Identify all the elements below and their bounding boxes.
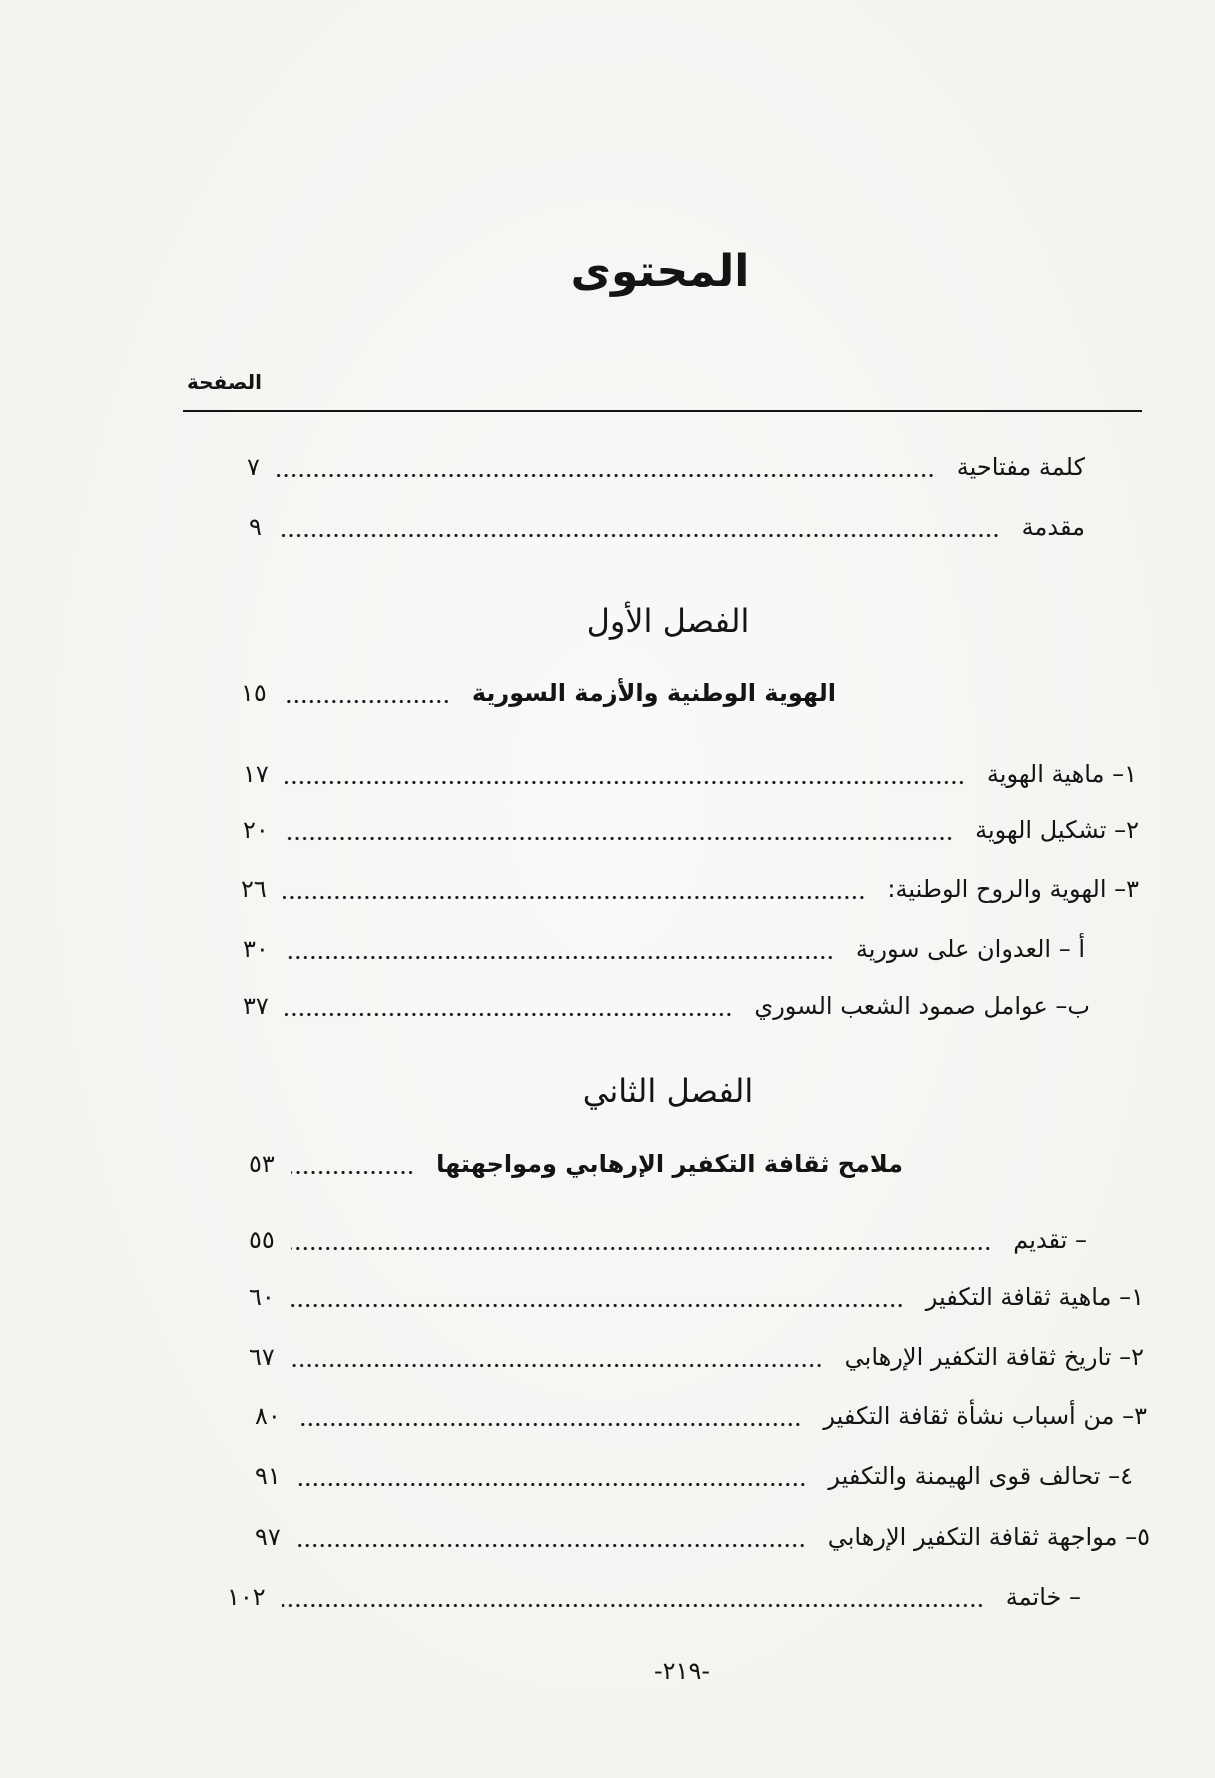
- dot-leader: [278, 533, 1000, 538]
- toc-entry-page-number: ٩٧: [255, 1523, 281, 1551]
- dot-leader: [283, 699, 450, 704]
- toc-entry-row: [255, 1520, 1150, 1554]
- toc-entry-page-number: ١٧: [243, 760, 269, 788]
- toc-entry-label: كلمة مفتاحية: [956, 453, 1085, 481]
- chapter-title-label: ملامح ثقافة التكفير الإرهابي ومواجهتها: [436, 1150, 903, 1178]
- toc-entry-page-number: ٩١: [255, 1462, 281, 1490]
- toc-entry-page-number: ٩: [249, 513, 262, 541]
- toc-entry-label: ١– ماهية الهوية: [986, 760, 1137, 788]
- footer-page-number: -٢١٩-: [653, 1657, 710, 1685]
- toc-entry-page-number: ٢٦: [241, 875, 267, 903]
- dot-leader: [285, 955, 834, 960]
- toc-entry-row: [255, 1459, 1133, 1493]
- toc-subentry-row: [243, 989, 1090, 1023]
- toc-entry-label: – خاتمة: [1005, 1583, 1081, 1611]
- toc-entry-row: [249, 510, 1085, 544]
- dot-leader: [291, 1170, 414, 1175]
- toc-entry-row: [249, 1280, 1144, 1314]
- page-column-label: الصفحة: [187, 370, 263, 394]
- dot-leader: [282, 1603, 984, 1608]
- dot-leader: [291, 1303, 904, 1308]
- header-divider: [183, 410, 1142, 412]
- toc-entry-label: أ – العدوان على سورية: [855, 935, 1085, 963]
- dot-leader: [285, 1012, 733, 1017]
- dot-leader: [285, 780, 965, 785]
- chapter-title-label: الهوية الوطنية والأزمة السورية: [471, 679, 836, 707]
- toc-entry-label: ٢– تشكيل الهوية: [975, 816, 1139, 844]
- toc-entry-page-number: ٦٠: [249, 1283, 275, 1311]
- dot-leader: [283, 895, 866, 900]
- dot-leader: [297, 1422, 802, 1427]
- toc-entry-label: ٤– تحالف قوى الهيمنة والتكفير: [828, 1462, 1133, 1490]
- chapter-heading: الفصل الثاني: [582, 1072, 754, 1110]
- page-title: المحتوى: [570, 246, 750, 297]
- toc-subentry-row: [243, 932, 1085, 966]
- toc-entry-label: ٣– من أسباب نشأة ثقافة التكفير: [823, 1402, 1147, 1430]
- toc-entry-page-number: ٥٥: [249, 1226, 275, 1254]
- toc-entry-page-number: ٣٠: [243, 935, 269, 963]
- toc-entry-row: [247, 450, 1085, 484]
- toc-entry-page-number: ٢٠: [243, 816, 269, 844]
- toc-entry-label: – تقديم: [1013, 1226, 1087, 1254]
- toc-entry-page-number: ٦٧: [249, 1343, 275, 1371]
- toc-entry-page-number: ٧: [247, 453, 260, 481]
- toc-entry-page-number: ٨٠: [255, 1402, 281, 1430]
- toc-entry-page-number: ١٠٢: [227, 1583, 266, 1611]
- toc-entry-label: ٥– مواجهة ثقافة التكفير الإرهابي: [827, 1523, 1150, 1551]
- chapter-title-row: [241, 676, 836, 710]
- dot-leader: [291, 1363, 823, 1368]
- dot-leader: [297, 1482, 807, 1487]
- toc-entry-label: ٣– الهوية والروح الوطنية:: [887, 875, 1139, 903]
- toc-entry-row: [255, 1399, 1147, 1433]
- toc-entry-row: [243, 757, 1137, 791]
- chapter-title-row: [249, 1147, 903, 1181]
- dot-leader: [285, 836, 953, 841]
- toc-entry-label: ب– عوامل صمود الشعب السوري: [754, 992, 1090, 1020]
- dot-leader: [291, 1246, 992, 1251]
- dot-leader: [297, 1543, 806, 1548]
- toc-entry-label: ١– ماهية ثقافة التكفير: [925, 1283, 1144, 1311]
- chapter-title-page-number: ١٥: [241, 679, 267, 707]
- chapter-heading: الفصل الأول: [586, 602, 750, 640]
- toc-entry-row: [249, 1340, 1144, 1374]
- toc-entry-row: [227, 1580, 1081, 1614]
- toc-entry-row: [249, 1223, 1087, 1257]
- toc-entry-row: [241, 872, 1139, 906]
- toc-entry-label: ٢– تاريخ ثقافة التكفير الإرهابي: [844, 1343, 1144, 1371]
- chapter-title-page-number: ٥٣: [249, 1150, 275, 1178]
- dot-leader: [276, 473, 935, 478]
- toc-entry-label: مقدمة: [1021, 513, 1085, 541]
- toc-entry-row: [243, 813, 1139, 847]
- toc-entry-page-number: ٣٧: [243, 992, 269, 1020]
